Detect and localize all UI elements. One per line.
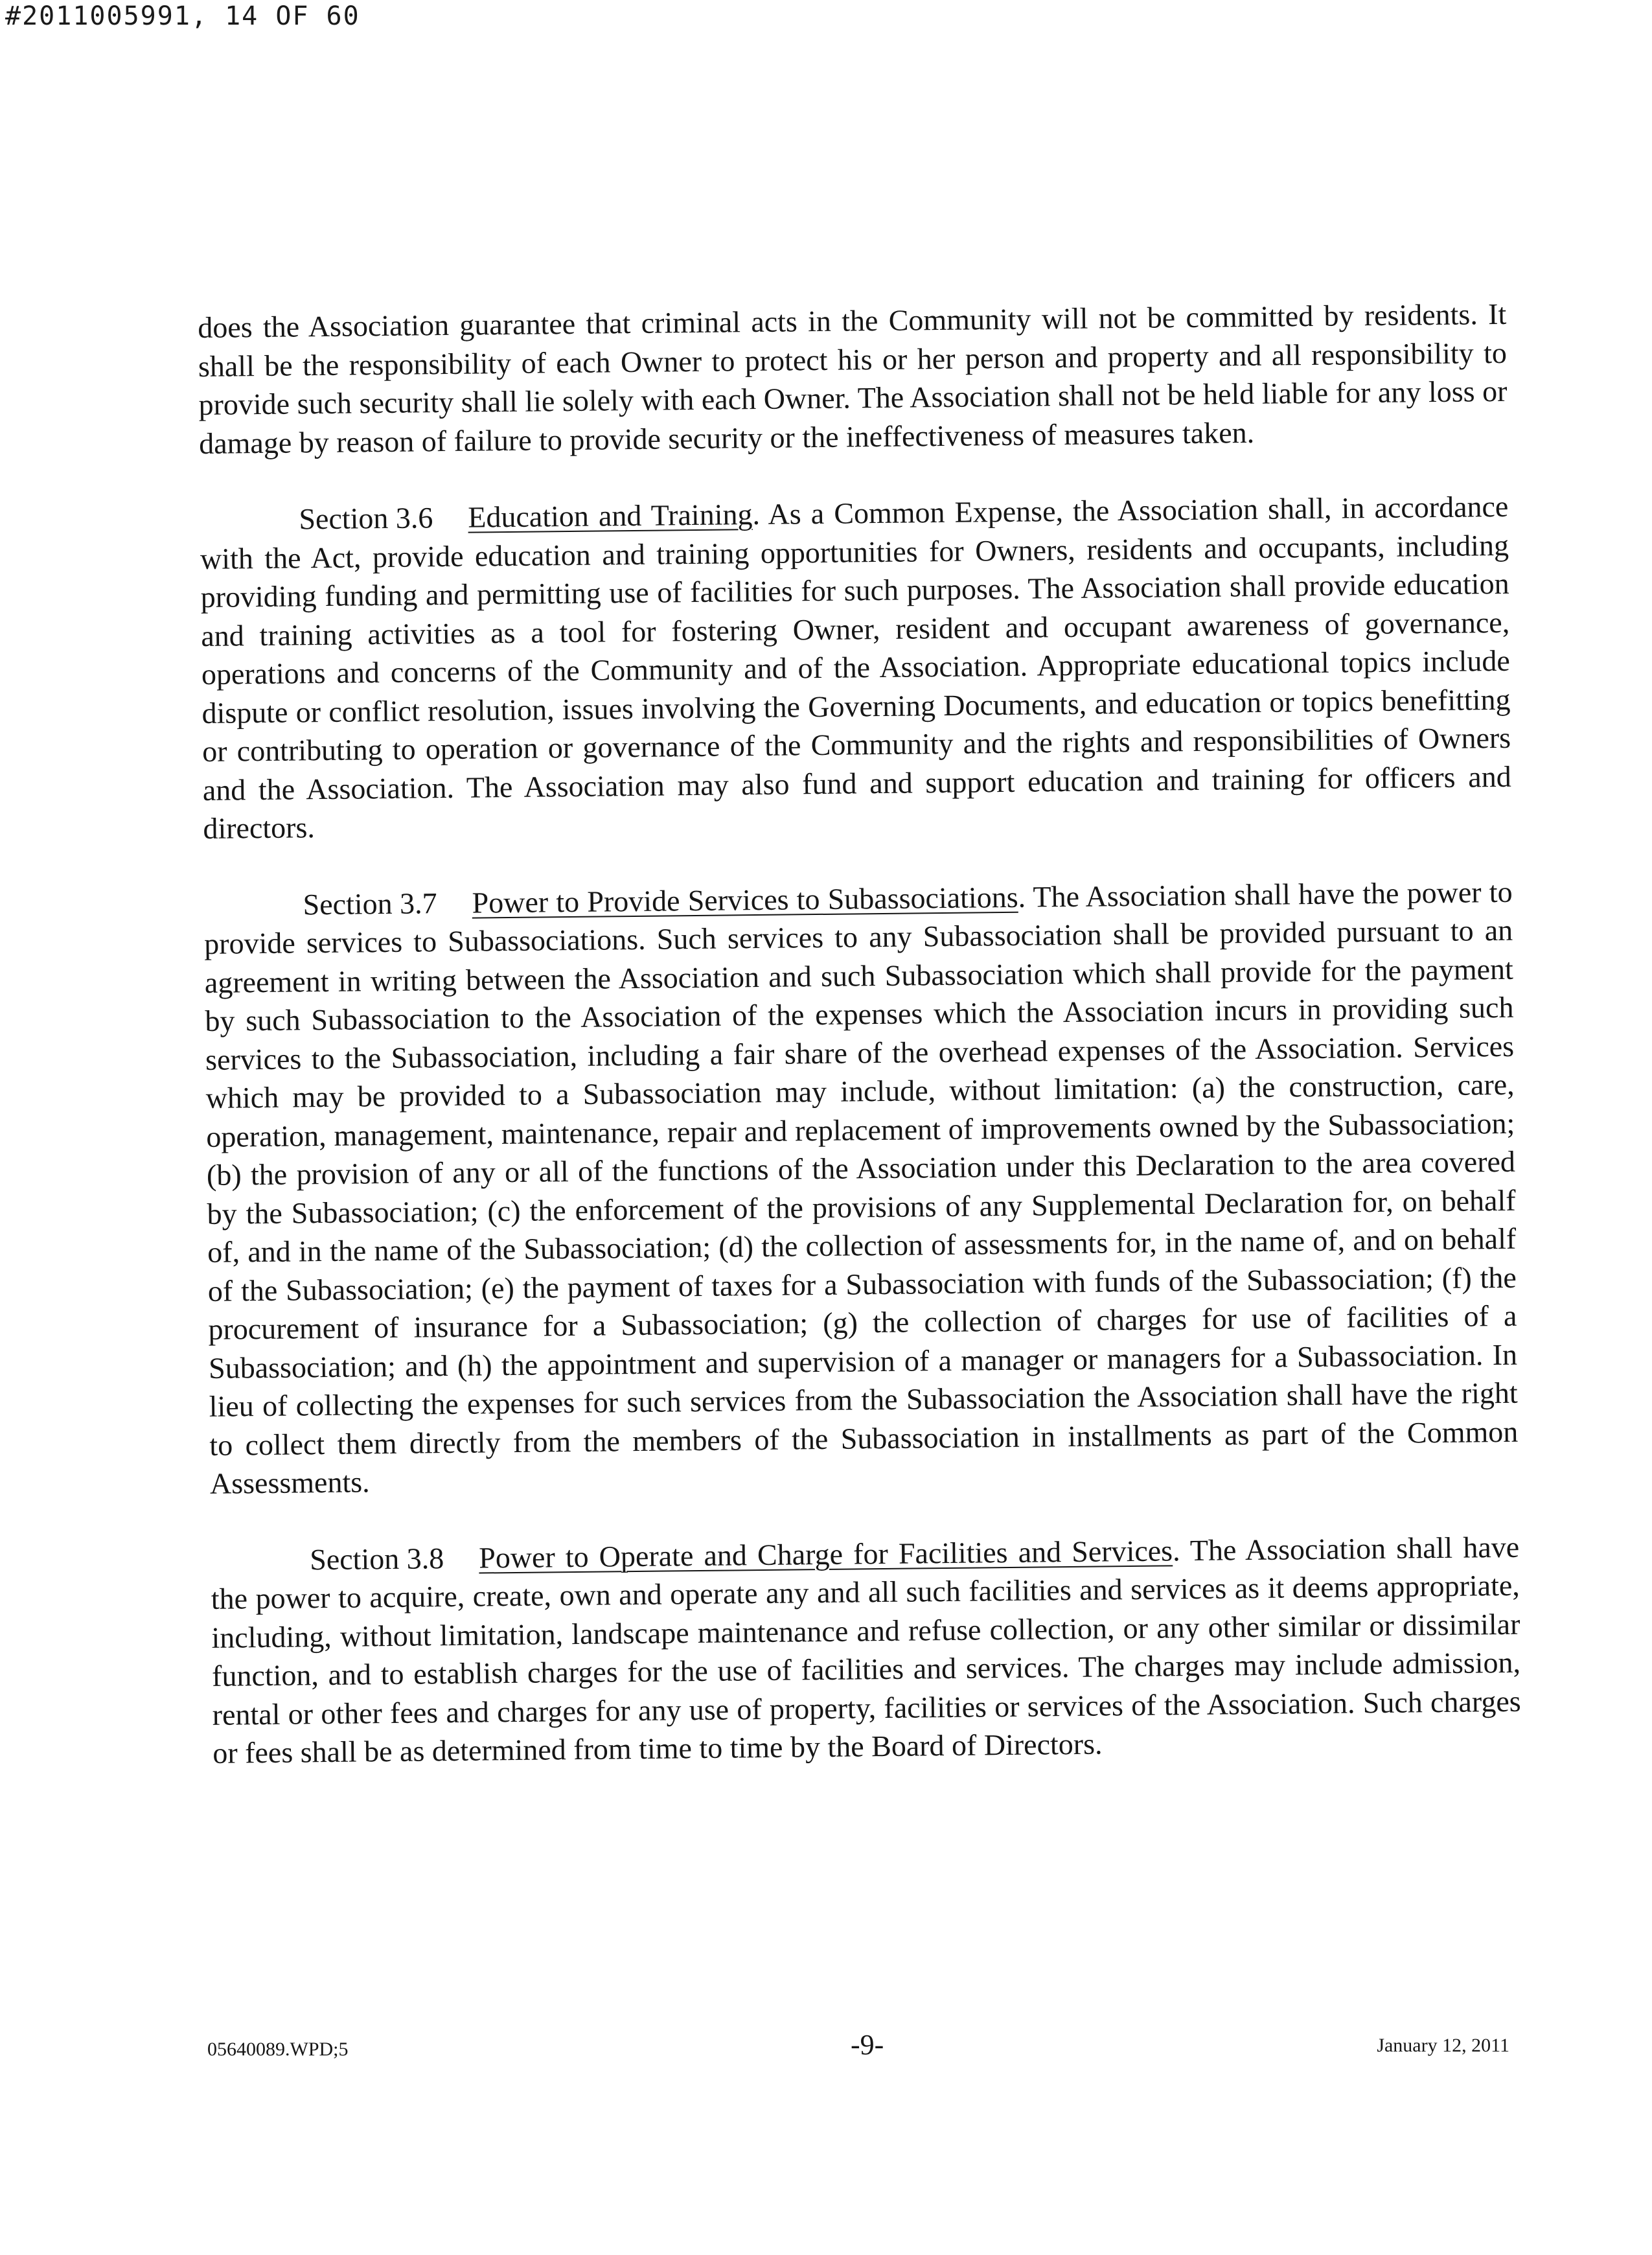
section-3-6-paragraph (200, 487, 1511, 848)
section-body: . As a Common Expense, the Association shall, in accordance with the Act, provide education and training opportunities for Owners, residents and occupants, including providing funding and permitting use of facilities for such purposes. The Association shall provide education and training activities as a tool for fostering Owner, resident and occupant awareness of governance, operations and concerns of the Community and of the Association. Appropriate educational topics include dispute or conflict resolution, issues involving the Governing Documents, and education or topics benefitting or contributing to operation or governance of the Community and the rights and responsibilities of Owners and the Association. The Association may also fund and support education and training for officers and directors. (200, 489, 1511, 845)
section-number: Section 3.8 (309, 1541, 444, 1576)
section-number: Section 3.7 (303, 886, 437, 921)
section-title: Power to Provide Services to Subassociations (472, 880, 1018, 919)
document-body (198, 295, 1522, 1773)
recording-stamp: #2011005991, 14 OF 60 (5, 1, 360, 31)
section-title: Education and Training (468, 498, 753, 534)
section-number: Section 3.6 (299, 501, 433, 536)
page-number: -9- (851, 2029, 884, 2061)
document-date: January 12, 2011 (1377, 2035, 1509, 2056)
section-title: Power to Operate and Charge for Facilities and Services (478, 1533, 1173, 1575)
section-body: . The Association shall have the power to provide services to Subassociations. Such services to any Subassociation shall be provided pursuant to an agreement in writing between the Association and such Subassociation which shall provide for the payment by such Subassociation to the Association of the expenses which the Association incurs in providing such services to the Subassociation, including a fair share of the overhead expenses of the Association. Services which may be provided to a Subassociation may include, without limitation: (a) the construction, care, operation, management, maintenance, repair and replacement of improvements owned by the Subassociation; (b) the provision of any or all of the functions of the Association under this Declaration to the area covered by the Subassociation; (c) the enforcement of the provisions of any Supplemental Declaration for, on behalf of, and in the name of the Subassociation; (d) the collection of assessments for, in the name of, and on behalf of the Subassociation; (e) the payment of taxes for a Subassociation with funds of the Subassociation; (f) the procurement of insurance for a Subassociation; (g) the collection of charges for use of facilities of a Subassociation; and (h) the appointment and supervision of a manager or managers for a Subassociation. In lieu of collecting the expenses for such services from the Subassociation the Association shall have the right to collect them directly from the members of the Subassociation in installments as part of the Common Assessments. (204, 875, 1519, 1500)
page-footer (207, 2028, 1509, 2067)
section-3-8-paragraph (211, 1527, 1522, 1772)
section-3-7-paragraph (203, 872, 1519, 1503)
section-body: . The Association shall have the power to acquire, create, own and operate any and all such facilities and services as it deems appropriate, including, without limitation, landscape maintenance and refuse collection, or any other similar or dissimilar function, and to establish charges for the use of facilities and services. The charges may include admission, rental or other fees and charges for any use of property, facilities or services of the Association. Such charges or fees shall be as determined from time to time by the Board of Directors. (211, 1530, 1521, 1770)
document-id: 05640089.WPD;5 (207, 2039, 349, 2060)
continuation-paragraph: does the Association guarantee that criminal acts in the Community will not be committed by residents. It shall be the responsibility of each Owner to protect his or her person and property and all responsibility to provide such security shall lie solely with each Owner. The Association shall not be held liable for any loss or damage by reason of failure to provide security or the ineffectiveness of measures taken. (198, 297, 1508, 460)
